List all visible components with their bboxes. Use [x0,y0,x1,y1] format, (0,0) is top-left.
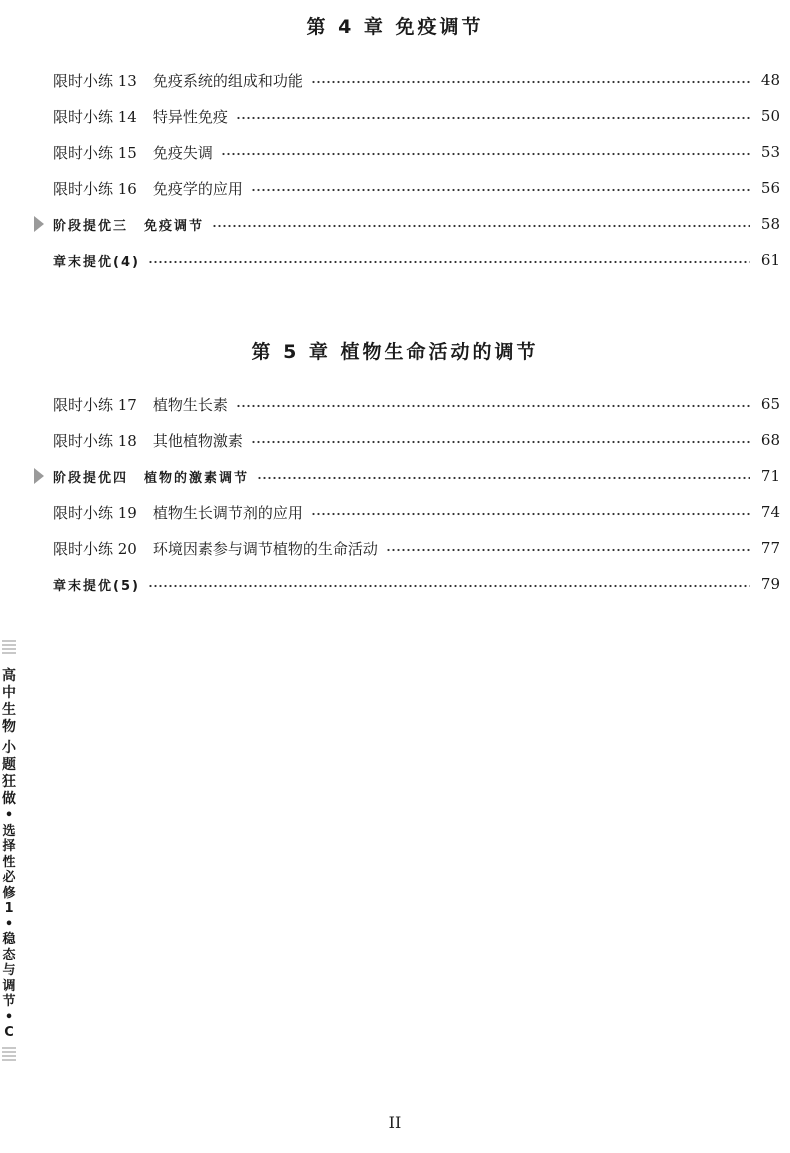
entry-page: 58 [760,215,780,233]
dot-leader [311,512,750,516]
dot-leader [251,188,750,192]
triangle-marker-icon [34,468,44,484]
dot-leader [212,224,750,228]
separator-dot: • [4,808,14,823]
toc-entry-stage-review[interactable] [53,212,780,236]
dot-leader [311,80,750,84]
entry-page: 50 [760,107,780,125]
series-text: 小 题 狂 做 [2,740,16,807]
toc-entry[interactable] [53,392,780,416]
toc-entry[interactable] [53,140,780,164]
entry-page: 77 [760,539,780,557]
edition-text: C [4,1025,14,1040]
toc-entry-chapter-review[interactable] [53,572,780,596]
dot-leader [386,548,750,552]
dot-leader [251,440,750,444]
entry-page: 74 [760,503,780,521]
entry-label: 限时小练 15 [53,143,137,162]
entry-title: 环境因素参与调节植物的生命活动 [152,539,378,558]
topic-text: 稳 态 与 调 节 [2,932,16,1009]
entry-title: 免疫系统的组成和功能 [152,71,303,90]
entry-title: 植物生长调节剂的应用 [152,503,303,522]
entry-page: 68 [760,431,780,449]
entry-page: 61 [760,251,780,269]
toc-entry[interactable] [53,68,780,92]
entry-page: 65 [760,395,780,413]
entry-label: 章末提优(4) [53,254,140,270]
entry-label: 限时小练 19 [53,503,137,522]
toc-entry[interactable] [53,104,780,128]
entry-title: 特异性免疫 [152,107,228,126]
page-number: II [388,1113,402,1132]
entry-title: 植物生长素 [152,395,228,414]
entry-title: 免疫学的应用 [152,179,243,198]
dot-leader [221,152,750,156]
toc-entry[interactable] [53,500,780,524]
entry-label: 限时小练 13 [53,71,137,90]
entry-title: 免疫失调 [152,143,213,162]
chapter-4-heading: 第 4 章 免疫调节 [306,16,484,38]
dot-leader [148,584,750,588]
toc-entry-stage-review[interactable] [53,464,780,488]
entry-label: 章末提优(5) [53,578,140,594]
side-book-title [0,640,22,1090]
subject-text: 高 中 生 物 [2,668,16,735]
dot-leader [148,260,750,264]
entry-title: 其他植物激素 [152,431,243,450]
toc-entry-chapter-review[interactable] [53,248,780,272]
course-text: 选 择 性 必 修 1 [2,823,16,916]
entry-label: 限时小练 14 [53,107,137,126]
entry-title: 免疫调节 [144,218,205,234]
vertical-title [0,668,18,1041]
entry-title: 植物的激素调节 [144,470,250,486]
entry-label: 阶段提优三 [53,218,129,234]
triangle-marker-icon [34,216,44,232]
dot-leader [236,404,750,408]
separator-dot: • [4,1009,14,1025]
separator-dot: • [4,916,14,932]
entry-label: 阶段提优四 [53,470,129,486]
entry-page: 53 [760,143,780,161]
entry-label: 限时小练 18 [53,431,137,450]
entry-label: 限时小练 20 [53,539,137,558]
entry-page: 79 [760,575,780,593]
toc-entry[interactable] [53,536,780,560]
entry-page: 48 [760,71,780,89]
decorative-bars [2,1047,16,1061]
chapter-5-heading: 第 5 章 植物生命活动的调节 [251,341,539,363]
decorative-bars [2,640,16,654]
dot-leader [236,116,750,120]
toc-entry[interactable] [53,176,780,200]
entry-page: 56 [760,179,780,197]
entry-label: 限时小练 17 [53,395,137,414]
entry-page: 71 [760,467,780,485]
dot-leader [257,476,750,480]
entry-label: 限时小练 16 [53,179,137,198]
toc-entry[interactable] [53,428,780,452]
